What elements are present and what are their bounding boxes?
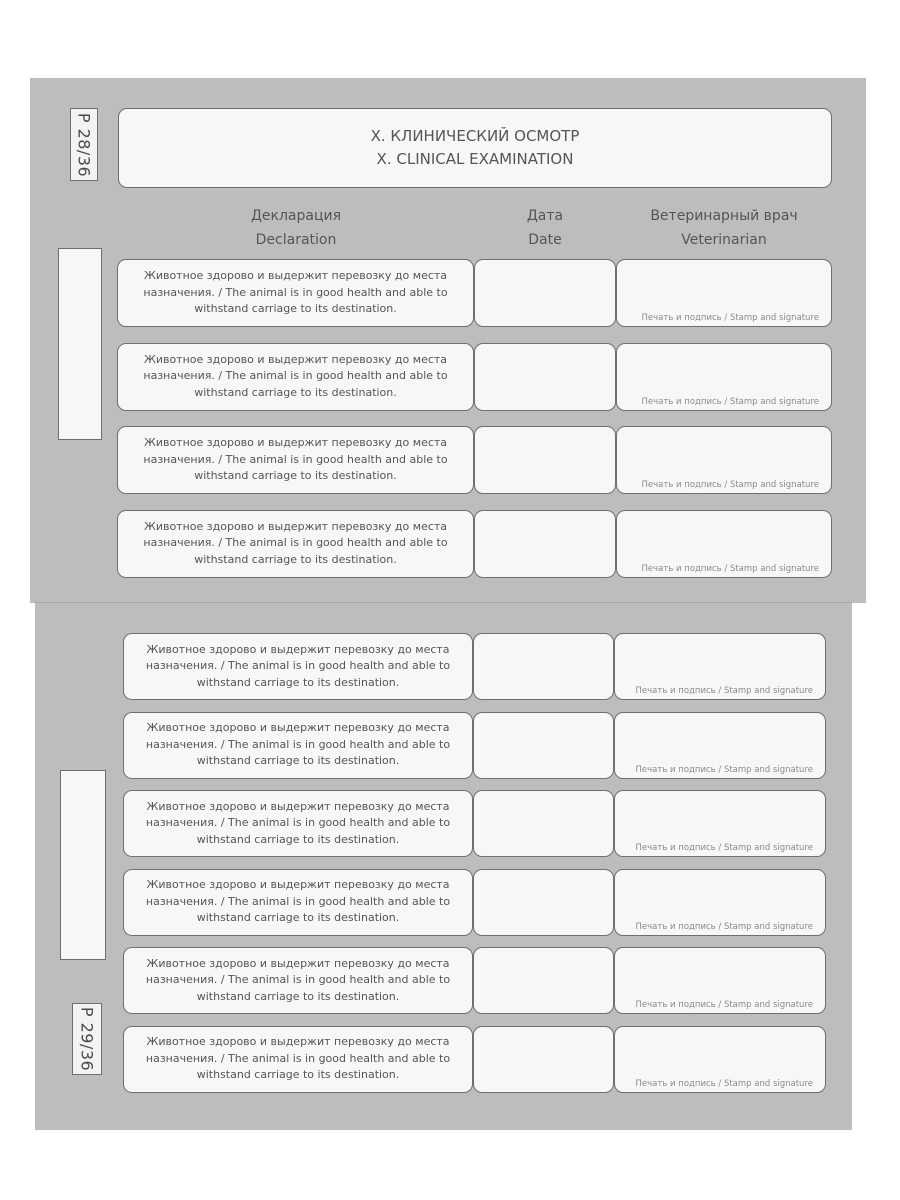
stamp-signature-field[interactable]	[616, 426, 832, 494]
declaration-cell: Животное здорово и выдержит перевозку до места назначения. / The animal is in good health and able to withstand carriage to its destination.	[123, 790, 473, 857]
declaration-cell: Животное здорово и выдержит перевозку до места назначения. / The animal is in good health and able to withstand carriage to its destination.	[123, 633, 473, 700]
stamp-signature-field[interactable]	[614, 1026, 826, 1093]
stamp-signature-field[interactable]	[614, 790, 826, 857]
declaration-header	[118, 204, 474, 252]
stamp-signature-field[interactable]	[614, 947, 826, 1014]
date-header-ru: Дата	[526, 208, 564, 224]
section-title	[118, 108, 832, 188]
stamp-signature-field[interactable]	[616, 343, 832, 411]
date-field[interactable]	[474, 343, 616, 411]
date-field[interactable]	[474, 510, 616, 578]
page-number-badge	[72, 1003, 102, 1075]
bottom-page	[35, 603, 852, 1130]
stamp-signature-label: Печать и подпись / Stamp and signature	[635, 686, 813, 696]
section-title-en: X. CLINICAL EXAMINATION	[376, 150, 574, 168]
declaration-cell: Животное здорово и выдержит перевозку до места назначения. / The animal is in good health and able to withstand carriage to its destination.	[117, 259, 474, 327]
date-field[interactable]	[474, 426, 616, 494]
declaration-header-ru: Декларация	[250, 208, 342, 224]
date-field[interactable]	[474, 259, 616, 327]
declaration-cell: Животное здорово и выдержит перевозку до места назначения. / The animal is in good health and able to withstand carriage to its destination.	[123, 869, 473, 936]
stamp-signature-label: Печать и подпись / Stamp and signature	[635, 921, 813, 932]
stamp-signature-label: Печать и подпись / Stamp and signature	[641, 313, 819, 323]
vet-header-ru: Ветеринарный врач	[650, 208, 798, 224]
declaration-header-en: Declaration	[255, 232, 337, 248]
stamp-signature-field[interactable]	[616, 259, 832, 327]
date-field[interactable]	[473, 633, 614, 700]
declaration-cell: Животное здорово и выдержит перевозку до места назначения. / The animal is in good health and able to withstand carriage to its destination.	[123, 712, 473, 779]
date-field[interactable]	[473, 947, 614, 1014]
vet-header-en: Veterinarian	[681, 232, 767, 248]
date-header-en: Date	[528, 232, 562, 248]
stamp-signature-field[interactable]	[614, 712, 826, 779]
section-title-ru: X. КЛИНИЧЕСКИЙ ОСМОТР	[370, 127, 580, 145]
declaration-cell: Животное здорово и выдержит перевозку до места назначения. / The animal is in good health and able to withstand carriage to its destination.	[117, 426, 474, 494]
date-field[interactable]	[473, 869, 614, 936]
page-number: P 29/36	[77, 1006, 97, 1072]
side-tab	[58, 248, 102, 440]
date-field[interactable]	[473, 790, 614, 857]
date-field[interactable]	[473, 1026, 614, 1093]
stamp-signature-field[interactable]	[616, 510, 832, 578]
declaration-cell: Животное здорово и выдержит перевозку до места назначения. / The animal is in good health and able to withstand carriage to its destination.	[123, 947, 473, 1014]
top-page	[30, 78, 866, 603]
side-tab	[60, 770, 106, 960]
vet-header	[616, 204, 832, 252]
stamp-signature-label: Печать и подпись / Stamp and signature	[641, 396, 819, 407]
stamp-signature-field[interactable]	[614, 869, 826, 936]
stamp-signature-label: Печать и подпись / Stamp and signature	[641, 563, 819, 574]
page-number: P 28/36	[74, 112, 94, 177]
date-header	[474, 204, 616, 252]
stamp-signature-label: Печать и подпись / Stamp and signature	[635, 1000, 813, 1010]
stamp-signature-label: Печать и подпись / Stamp and signature	[635, 843, 813, 853]
stamp-signature-label: Печать и подпись / Stamp and signature	[641, 480, 819, 490]
stamp-signature-label: Печать и подпись / Stamp and signature	[635, 1078, 813, 1089]
stamp-signature-field[interactable]	[614, 633, 826, 700]
declaration-cell: Животное здорово и выдержит перевозку до места назначения. / The animal is in good health and able to withstand carriage to its destination.	[117, 343, 474, 411]
date-field[interactable]	[473, 712, 614, 779]
declaration-cell: Животное здорово и выдержит перевозку до места назначения. / The animal is in good health and able to withstand carriage to its destination.	[117, 510, 474, 578]
page-number-badge	[70, 108, 98, 181]
stamp-signature-label: Печать и подпись / Stamp and signature	[635, 764, 813, 775]
declaration-cell: Животное здорово и выдержит перевозку до места назначения. / The animal is in good health and able to withstand carriage to its destination.	[123, 1026, 473, 1093]
